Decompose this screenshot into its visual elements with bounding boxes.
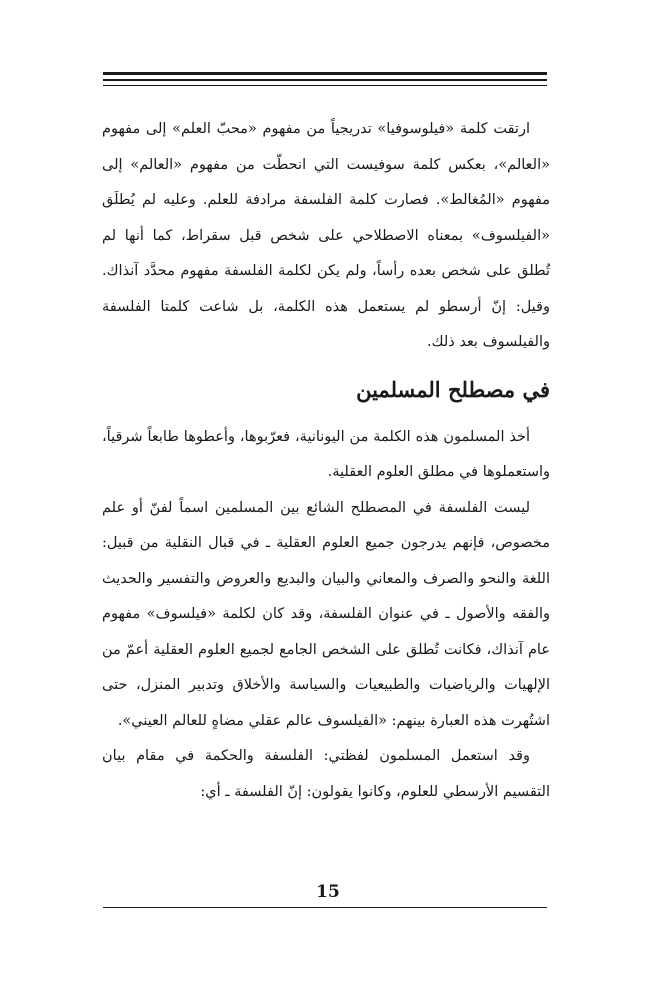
header-rule-thick: [103, 72, 547, 75]
section-paragraph-3: وقد استعمل المسلمون لفظتي: الفلسفة والحكمة في مقام بيان التقسيم الأرسطي للعلوم، وكانوا يقولون: إنّ الفلسفة ـ أي:: [102, 748, 550, 800]
header-rule-thin: [103, 85, 547, 86]
intro-paragraph: ارتقت كلمة «فيلوسوفيا» تدريجياً من مفهوم «محبّ العلم» إلى مفهوم «العالم»، بعكس كلمة سوفيست التي انحطّت من مفهوم «العالم» إلى مفهوم «المُغالط». فصارت كلمة الفلسفة مرادفة للعلم. وعليه لم يُطلَق «الفيلسوف» بمعناه الاصطلاحي على شخص قبل سقراط، كما أنها لم تُطلق على شخص بعده رأساً، ولم يكن لكلمة الفلسفة مفهوم محدَّد آنذاك. وقيل: إنّ أرسطو لم يستعمل هذه الكلمة، بل شاعت كلمتا الفلسفة والفيلسوف بعد ذلك.: [102, 121, 550, 350]
page-number: 15: [316, 882, 340, 902]
section-paragraph-2: ليست الفلسفة في المصطلح الشائع بين المسلمين اسماً لفنّ أو علم مخصوص، فإنهم يدرجون جميع العلوم العقلية ـ في قبال النقلية من قبيل: اللغة والنحو والصرف والمعاني والبيان والبديع والعروض والتفسير والحديث والفقه والأصول ـ في عنوان الفلسفة، وقد كان لكلمة «فيلسوف» مفهوم عام آنذاك، فكانت تُطلق على الشخص الجامع لجميع العلوم العقلية أعمّ من الإلهيات والرياضيات والطبيعيات والسياسة والأخلاق وتدبير المنزل، حتى اشتُهرت هذه العبارة بينهم: «الفيلسوف عالم عقلي مضاهٍ للعالم العيني».: [102, 499, 550, 729]
footer-rule: [103, 907, 547, 908]
header-rule-medium: [103, 79, 547, 81]
page-body: [102, 112, 550, 810]
section-heading: في مصطلح المسلمين: [356, 376, 550, 402]
section-paragraph-1: أخذ المسلمون هذه الكلمة من اليونانية، فعرّبوها، وأعطوها طابعاً شرقياً، واستعملوها في مطلق العلوم العقلية.: [102, 428, 550, 480]
